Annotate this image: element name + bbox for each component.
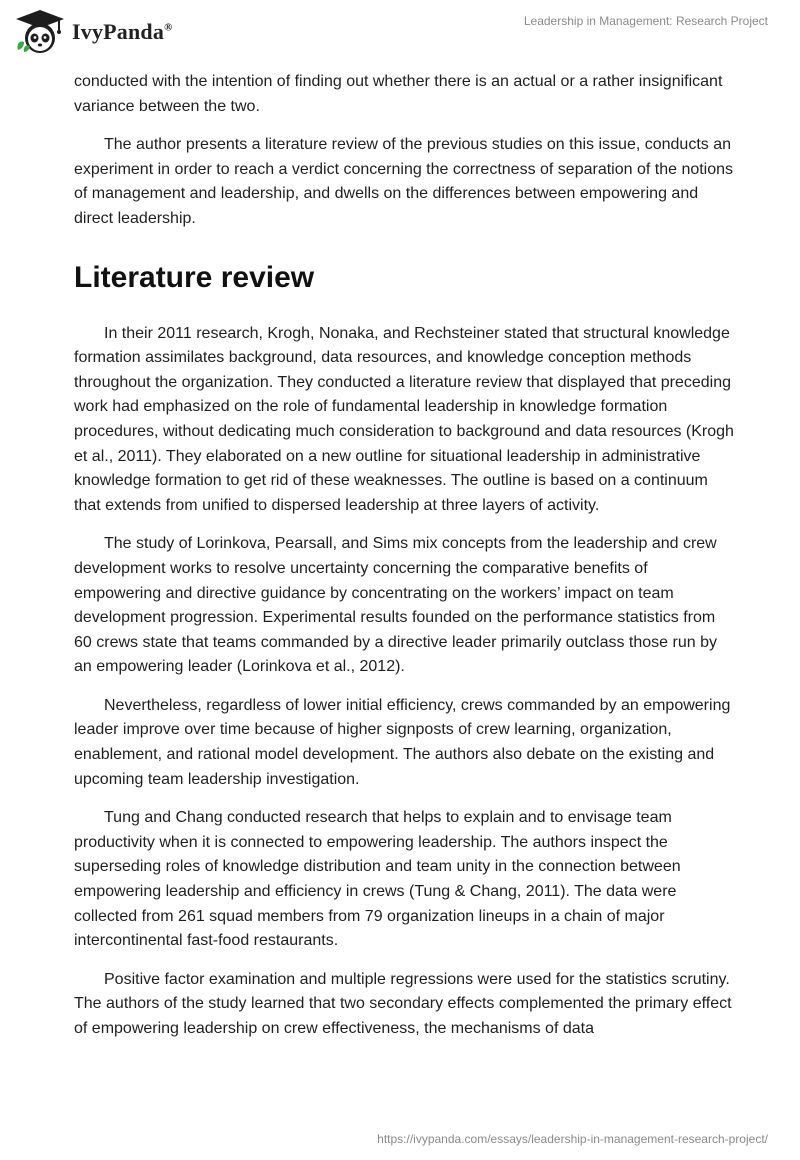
running-title: Leadership in Management: Research Project [523, 14, 768, 28]
source-url[interactable]: https://ivypanda.com/essays/leadership-in-management-research-project/ [377, 1132, 768, 1146]
ivypanda-logo[interactable] [14, 8, 173, 56]
paragraph-continuation: conducted with the intention of finding out whether there is an actual or a rather insignificant variance between the two. [74, 73, 723, 115]
paragraph: The study of Lorinkova, Pearsall, and Sims mix concepts from the leadership and crew development works to resolve uncertainty concerning the comparative benefits of empowering and directive guidance by concentrating on the workers’ impact on team development progression. Experimental results founded on the performance statistics from 60 crews state that teams commanded by a directive leader primarily outclass those run by an empowering leader (Lorinkova et al., 2012). [74, 535, 717, 676]
section-heading-literature-review: Literature review [74, 260, 315, 294]
brand-name: IvyPanda® [72, 19, 173, 44]
article-body [74, 70, 734, 1056]
paragraph-intro: The author presents a literature review of the previous studies on this issue, conducts an experiment in order to reach a verdict concerning the correctness of separation of the notions of management and leadership, and dwells on the differences between empowering and direct leadership. [74, 136, 734, 227]
paragraph: Positive factor examination and multiple regressions were used for the statistics scrutiny. The authors of the study learned that two secondary effects complemented the primary effect of empowering leadership on crew effectiveness, the mechanisms of data [74, 970, 732, 1037]
panda-logo-icon [14, 8, 66, 56]
paragraph: Nevertheless, regardless of lower initial efficiency, crews commanded by an empowering leader improve over time because of higher signposts of crew learning, organization, enablement, and rational model development. The authors also debate on the existing and upcoming team leadership investigation. [74, 696, 731, 788]
page-header [0, 0, 800, 66]
paragraph: Tung and Chang conducted research that helps to explain and to envisage team productivity when it is connected to empowering leadership. The authors inspect the superseding roles of knowledge distribution and team unity in the connection between empowering leadership and efficiency in crews (Tung & Chang, 2011). The data were collected from 261 squad members from 79 organization lineups in a chain of major intercontinental fast-food restaurants. [74, 809, 681, 950]
paragraph: In their 2011 research, Krogh, Nonaka, and Rechsteiner stated that structural knowledge formation assimilates background, data resources, and knowledge conception methods throughout the organization. They conducted a literature review that displayed that preceding work had emphasized on the role of fundamental leadership in knowledge formation procedures, without dedicating much consideration to background and data resources (Krogh et al., 2011). They elaborated on a new outline for situational leadership in administrative knowledge formation to get rid of these weaknesses. The outline is based on a continuum that extends from unified to dispersed leadership at three layers of activity. [74, 324, 734, 514]
